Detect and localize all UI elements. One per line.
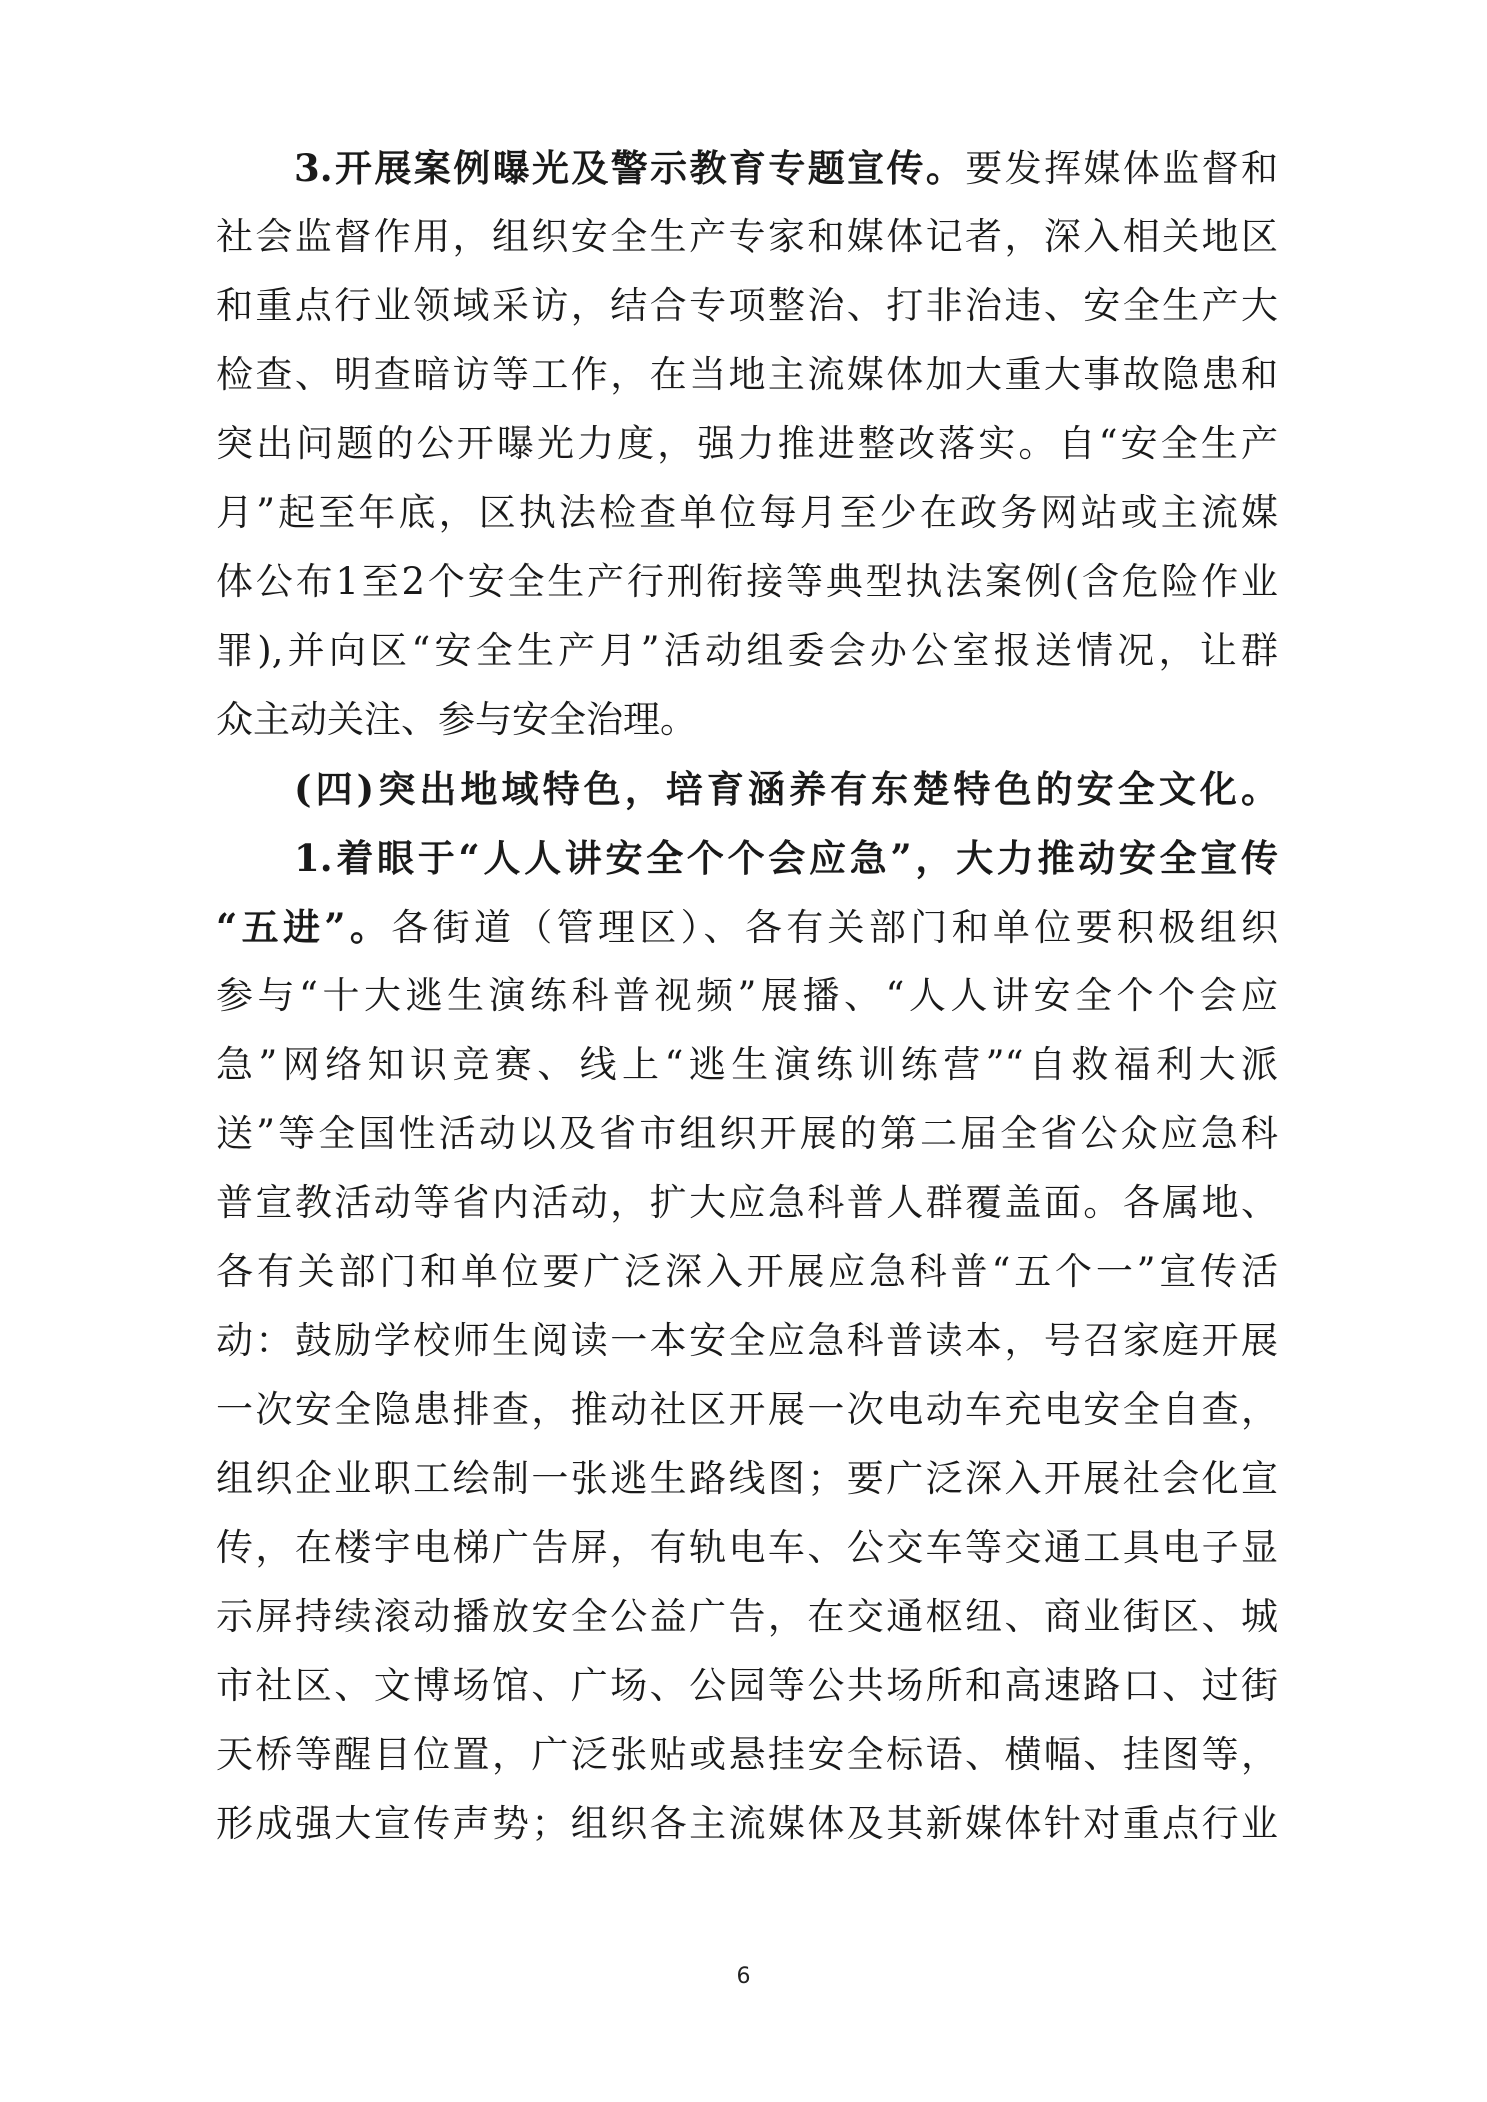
paragraph-line: 罪),并向区“安全生产月”活动组委会办公室报送情况，让群: [216, 629, 1278, 672]
paragraph-line: 月”起至年底，区执法检查单位每月至少在政务网站或主流媒: [216, 491, 1278, 534]
paragraph-line: 和重点行业领域采访，结合专项整治、打非治违、安全生产大: [216, 284, 1278, 327]
paragraph-line: 一次安全隐患排查，推动社区开展一次电动车充电安全自查，: [216, 1388, 1278, 1431]
paragraph-line: 急”网络知识竞赛、线上“逃生演练训练营”“自救福利大派: [216, 1043, 1278, 1086]
paragraph-line: 传，在楼宇电梯广告屏，有轨电车、公交车等交通工具电子显: [216, 1526, 1278, 1569]
paragraph-line: [294, 143, 1278, 193]
paragraph-line: 市社区、文博场馆、广场、公园等公共场所和高速路口、过街: [216, 1664, 1278, 1707]
paragraph-line: 社会监督作用，组织安全生产专家和媒体记者，深入相关地区: [216, 215, 1278, 258]
bold-heading-lead: “五进”。: [216, 905, 392, 949]
paragraph-line: 组织企业职工绘制一张逃生路线图；要广泛深入开展社会化宣: [216, 1457, 1278, 1500]
bold-heading-lead: 1.着眼于“人人讲安全个个会应急”，大力推动安全宣传: [294, 836, 1278, 880]
paragraph-line: 参与“十大逃生演练科普视频”展播、“人人讲安全个个会应: [216, 974, 1278, 1017]
paragraph-line: 众主动关注、参与安全治理。: [216, 698, 697, 741]
paragraph-line: 检查、明查暗访等工作，在当地主流媒体加大重大事故隐患和: [216, 353, 1278, 396]
bold-heading-lead: 3.开展案例曝光及警示教育专题宣传。: [294, 146, 966, 190]
paragraph-line: 普宣教活动等省内活动，扩大应急科普人群覆盖面。各属地、: [216, 1181, 1278, 1224]
paragraph-line: 各有关部门和单位要广泛深入开展应急科普“五个一”宣传活: [216, 1250, 1278, 1293]
paragraph-line: 动：鼓励学校师生阅读一本安全应急科普读本，号召家庭开展: [216, 1319, 1278, 1362]
paragraph-line: 示屏持续滚动播放安全公益广告，在交通枢纽、商业街区、城: [216, 1595, 1278, 1638]
line-text: 要发挥媒体监督和: [965, 147, 1278, 190]
paragraph-line: 送”等全国性活动以及省市组织开展的第二届全省公众应急科: [216, 1112, 1278, 1155]
paragraph-line: [216, 902, 1278, 952]
paragraph-line: 天桥等醒目位置，广泛张贴或悬挂安全标语、横幅、挂图等，: [216, 1733, 1278, 1776]
paragraph-line: 突出问题的公开曝光力度，强力推进整改落实。自“安全生产: [216, 422, 1278, 465]
paragraph-line: 形成强大宣传声势；组织各主流媒体及其新媒体针对重点行业: [216, 1802, 1278, 1845]
paragraph-line: 体公布1至2个安全生产行刑衔接等典型执法案例(含危险作业: [216, 560, 1278, 603]
section-heading: (四)突出地域特色，培育涵养有东楚特色的安全文化。: [294, 767, 1278, 811]
page-number: 6: [736, 1964, 751, 1989]
line-text: 各街道（管理区）、各有关部门和单位要积极组织: [391, 906, 1278, 949]
